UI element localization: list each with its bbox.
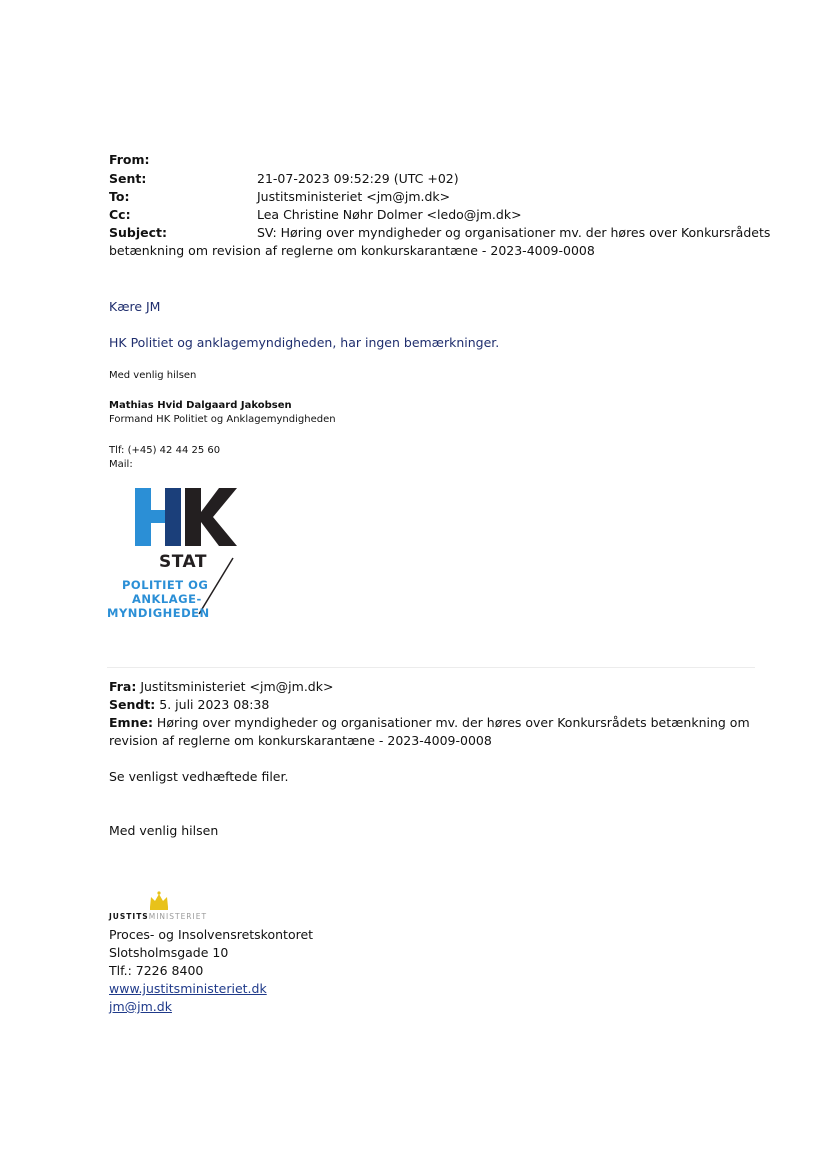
original-body: Se venligst vedhæftede filer.	[109, 769, 289, 784]
original-sent-label: Sendt:	[109, 697, 156, 712]
signer-phone: Tlf: (+45) 42 44 25 60	[109, 445, 221, 456]
subject-line-1: SV: Høring over myndigheder og organisationer mv. der høres over Konkursrådets	[257, 225, 771, 240]
original-subject-label: Emne:	[109, 715, 153, 730]
ministry-phone: Tlf.: 7226 8400	[109, 963, 204, 978]
original-sent	[109, 695, 269, 714]
original-subject-line-1: Høring over myndigheder og organisationer mv. der høres over Konkursrådets betænkning om	[152, 715, 750, 730]
cc-label: Cc:	[109, 207, 131, 222]
ministry-email-link[interactable]: jm@jm.dk	[109, 999, 172, 1014]
hk-stat-logo	[107, 486, 247, 626]
ministry-address: Slotsholmsgade 10	[109, 945, 229, 960]
sent-value: 21-07-2023 09:52:29 (UTC +02)	[257, 171, 459, 186]
original-closing: Med venlig hilsen	[109, 823, 219, 838]
cc-value: Lea Christine Nøhr Dolmer <ledo@jm.dk>	[257, 207, 522, 222]
reply-greeting: Kære JM	[109, 299, 161, 314]
ministry-office: Proces- og Insolvensretskontoret	[109, 927, 314, 942]
subject-label: Subject:	[109, 225, 167, 240]
sent-label: Sent:	[109, 171, 147, 186]
original-from-label: Fra:	[109, 679, 137, 694]
message-divider	[107, 667, 755, 668]
ministry-website-link[interactable]: www.justitsministeriet.dk	[109, 981, 267, 996]
signer-name: Mathias Hvid Dalgaard Jakobsen	[109, 400, 292, 411]
ministry-logo-text	[109, 912, 207, 921]
from-label: From:	[109, 152, 150, 167]
original-subject-line-2: revision af reglerne om konkurskarantæne - 2023-4009-0008	[109, 733, 492, 748]
hk-letters-icon	[135, 488, 275, 548]
signer-mail-label: Mail:	[109, 459, 133, 470]
reply-closing: Med venlig hilsen	[109, 370, 197, 381]
original-sent-value: 5. juli 2023 08:38	[155, 697, 270, 712]
ministry-logo-bold: JUSTITS	[109, 912, 149, 921]
original-from	[109, 677, 333, 696]
signer-title: Formand HK Politiet og Anklagemyndigheden	[109, 414, 336, 425]
logo-line-1: POLITIET OG	[122, 578, 209, 592]
original-subject	[109, 713, 750, 732]
crown-icon	[148, 891, 170, 911]
ministry-logo-light: MINISTERIET	[148, 912, 208, 921]
reply-text: HK Politiet og anklagemyndigheden, har ingen bemærkninger.	[109, 335, 500, 350]
original-from-value: Justitsministeriet <jm@jm.dk>	[136, 679, 334, 694]
to-label: To:	[109, 189, 130, 204]
logo-stat: STAT	[159, 552, 207, 572]
to-value: Justitsministeriet <jm@jm.dk>	[257, 189, 451, 204]
subject-line-2: betænkning om revision af reglerne om konkurskarantæne - 2023-4009-0008	[109, 243, 595, 258]
logo-line-2: ANKLAGE-	[132, 592, 202, 606]
logo-line-3: MYNDIGHEDEN	[107, 606, 210, 620]
